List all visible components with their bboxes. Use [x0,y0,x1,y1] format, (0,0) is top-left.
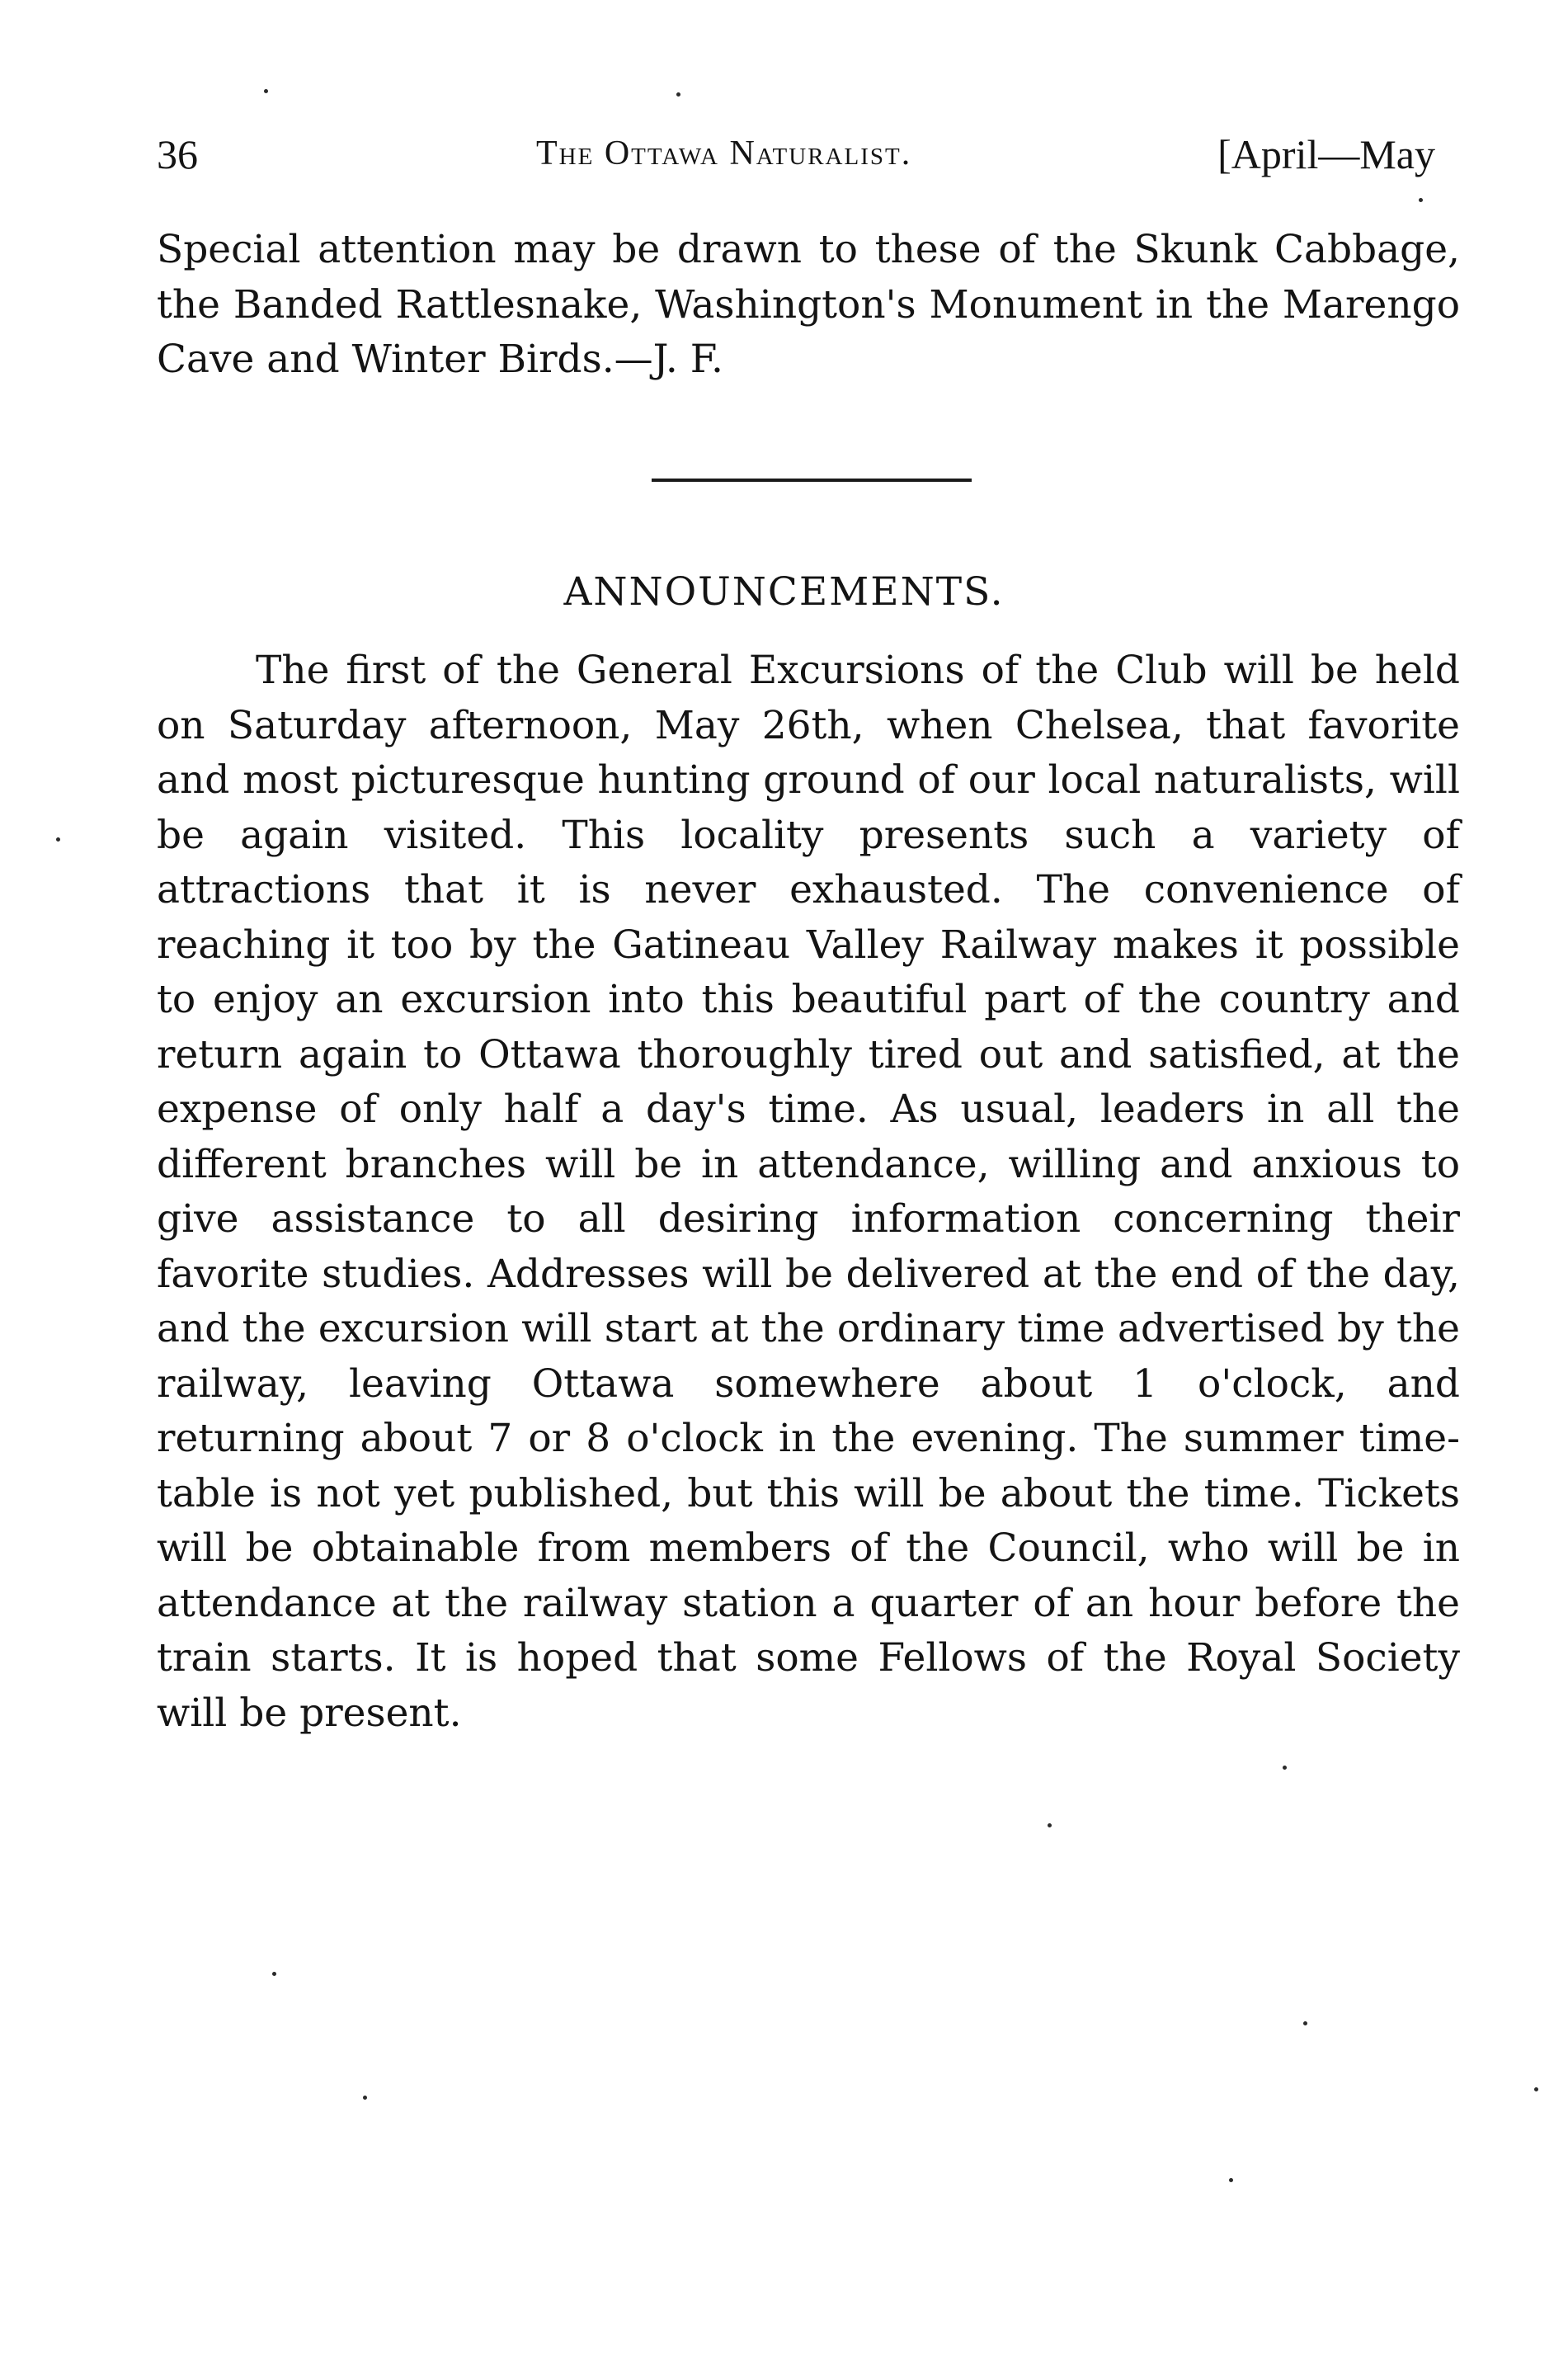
issue-date: [April—May [1217,131,1435,177]
announcement-paragraph: The first of the General Excursions of the Club will be held on Saturday afternoon, May 26th, when Chelsea, that favorite and most picturesque hunting ground of our local naturalists, will be again visited. This locality presents such a variety of attractions that it is never exhausted. The convenience of reaching it too by the Gatineau Valley Railway makes it possible to enjoy an excursion into this beautiful part of the country and return again to Ottawa thoroughly tired out and satisfied, at the expense of only half a day's time. As usual, leaders in all the different branches will be in attendance, willing and anxious to give assistance to all desiring information concerning their favorite studies. Addresses will be delivered at the end of the day, and the excursion will start at the ordinary time advertised by the railway, leaving Ottawa somewhere about 1 o'clock, and returning about 7 or 8 o'clock in the evening. The summer time-table is not yet published, but this will be about the time. Tickets will be obtainable from members of the Council, who will be in attendance at the railway station a quarter of an hour before the train starts. It is hoped that some Fellows of the Royal Society will be present. [157,648,1460,1736]
scan-speck [1283,1766,1287,1770]
running-head [157,124,1460,190]
journal-title: The Ottawa Naturalist. [536,134,912,172]
scan-speck [1419,198,1423,202]
scan-speck [1534,2087,1538,2091]
section-heading: ANNOUNCEMENTS. [563,569,1005,615]
scan-speck [676,92,680,97]
page-number: 36 [157,131,198,177]
scan-speck [56,837,60,842]
scan-speck [264,89,268,93]
scan-speck [1229,2178,1233,2182]
scan-speck [272,1972,276,1976]
scan-speck [363,2096,367,2100]
scan-speck [1048,1823,1052,1827]
scan-speck [1303,2021,1307,2025]
section-divider [652,479,972,482]
intro-paragraph: Special attention may be drawn to these of the Skunk Cabbage, the Banded Rattlesnake, Washington's Monument in the Marengo Cave and Winter Birds.—J. F. [157,227,1460,382]
